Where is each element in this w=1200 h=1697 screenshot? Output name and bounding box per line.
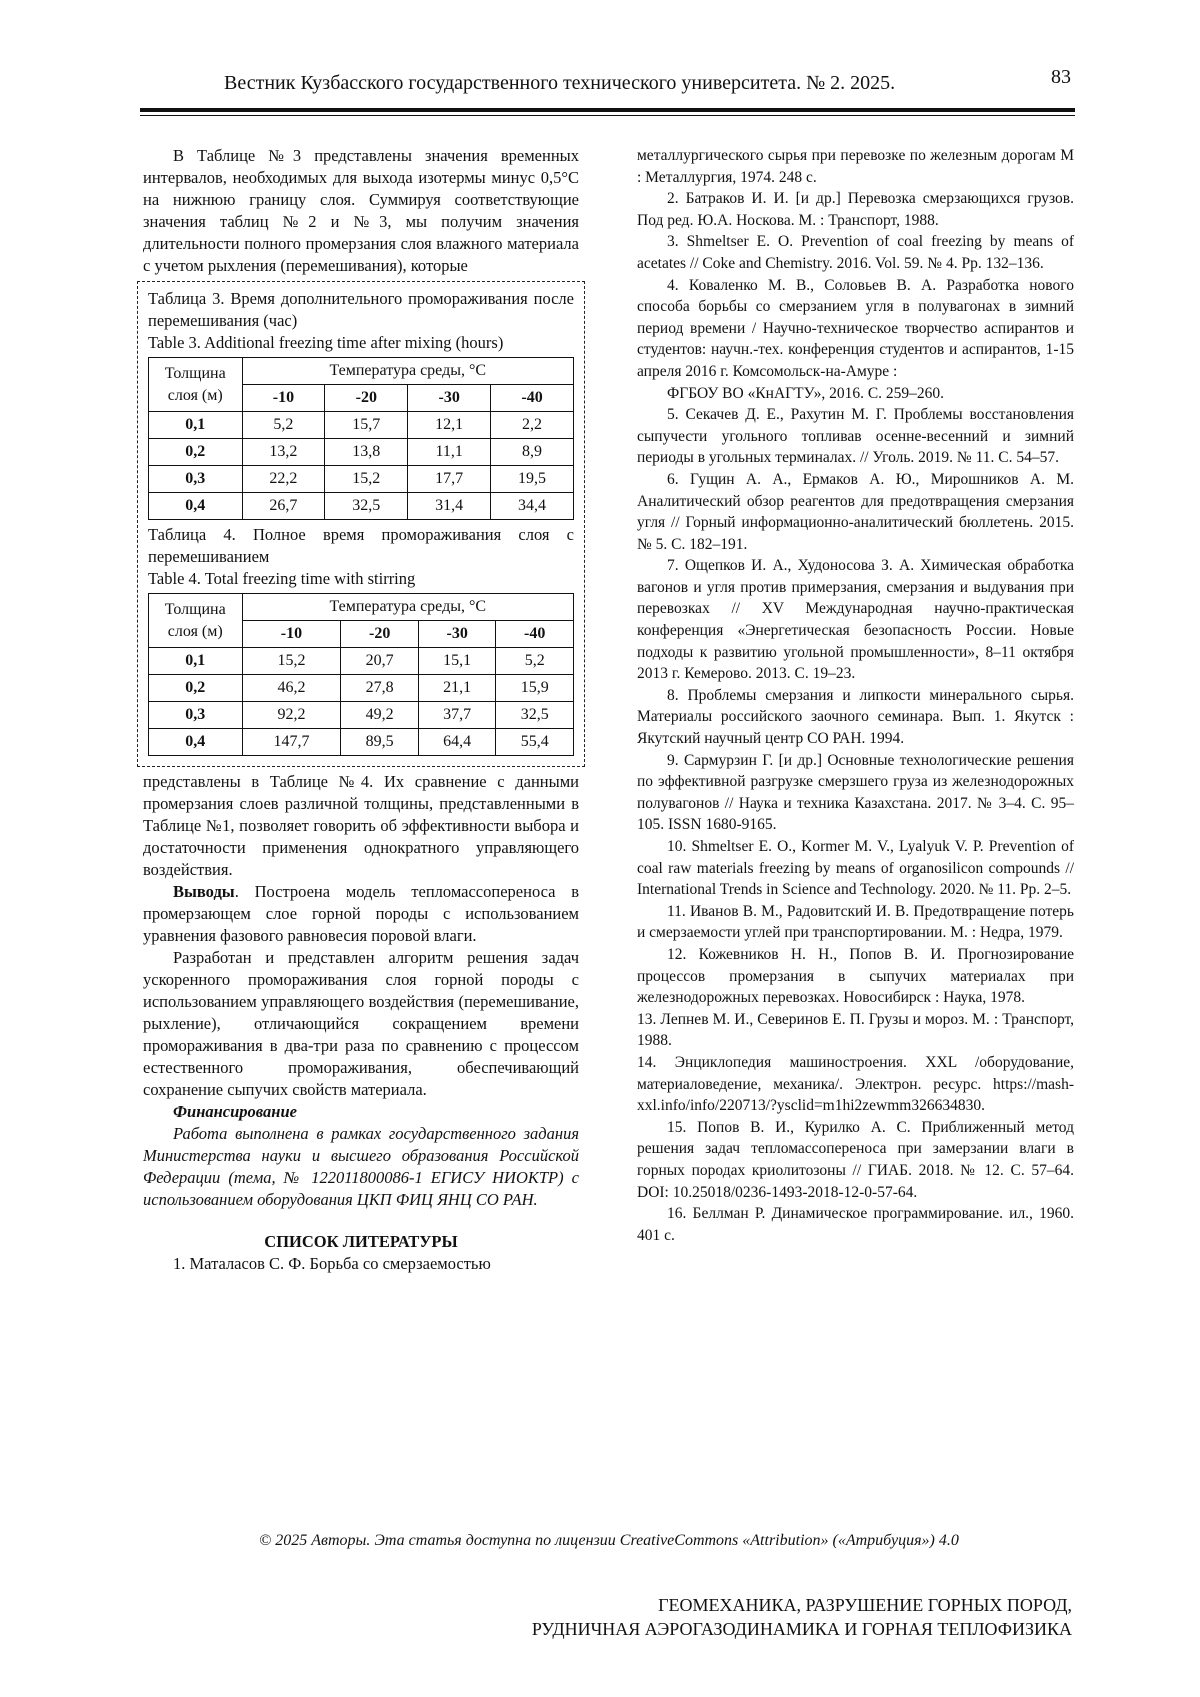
table4-cell: 92,2 <box>242 702 341 729</box>
paragraph-intro: В Таблице №3 представлены значения временных интервалов, необходимых для выхода изотермы минус 0,5°С на нижнюю границу слоя. Суммируя соответствующие значения таблиц №2 и №3, мы получим значения длительности полного промерзания слоя влажного материала с учетом рыхления (перемешивания), которые <box>143 145 579 277</box>
table3-temp: -30 <box>408 385 491 412</box>
table-row <box>149 675 574 702</box>
page-header <box>140 70 1075 120</box>
table3-cell: 32,5 <box>325 493 408 520</box>
footer-line-1: ГЕОМЕХАНИКА, РАЗРУШЕНИЕ ГОРНЫХ ПОРОД, <box>532 1593 1072 1617</box>
table4-cell: 49,2 <box>341 702 419 729</box>
reference-item: 9. Сармурзин Г. [и др.] Основные технологические решения по эффективной разгрузке смерзшего груза из железнодорожных полувагонов // Наука и техника Казахстана. 2017. № 3–4. С. 95–105. ISSN 1680-9165. <box>637 750 1074 836</box>
reference-item: 4. Коваленко М. В., Соловьев В. А. Разработка нового способа борьбы со смерзанием угля в полувагонах в зимний период времени / Научно-техническое творчество аспирантов и студентов: научн.-тех. конференция студентов и аспирантов, 1-15 апреля 2016 г. Комсомольск-на-Амуре : <box>637 275 1074 383</box>
table3-layer: 0,1 <box>149 412 243 439</box>
conclusions-text: . Построена модель тепломассопереноса в промерзающем слое горной породы с использованием уравнения фазового равновесия поровой влаги. <box>143 882 579 945</box>
reference-item: 14. Энциклопедия машиностроения. XXL /оборудование, материаловедение, механика/. Электрон. ресурс. https://mash-xxl.info/info/220713/?ysclid=m1hi2zewmm326634830. <box>637 1052 1074 1117</box>
table4-cell: 55,4 <box>496 729 574 756</box>
table3-cell: 34,4 <box>491 493 574 520</box>
table4-temp-header: Температура среды, °С <box>242 594 574 621</box>
table-row <box>149 729 574 756</box>
table3-caption-ru: Таблица 3. Время дополнительного промораживания после перемешивания (час) <box>148 288 574 332</box>
table3-layer: 0,3 <box>149 466 243 493</box>
reference-item: 2. Батраков И. И. [и др.] Перевозка смерзающихся грузов. Под ред. Ю.А. Носкова. М. : Транспорт, 1988. <box>637 188 1074 231</box>
table4-temp: -10 <box>242 621 341 648</box>
table-row <box>149 412 574 439</box>
table3-cell: 17,7 <box>408 466 491 493</box>
table3-layer-header: Толщина слоя (м) <box>149 358 243 412</box>
right-column <box>637 145 1074 1246</box>
table4-caption-ru: Таблица 4. Полное время промораживания слоя с перемешиванием <box>148 524 574 568</box>
table3-cell: 13,8 <box>325 439 408 466</box>
license-line: © 2025 Авторы. Эта статья доступна по лицензии CreativeCommons «Attribution» («Атрибуция») 4.0 <box>143 1532 1075 1550</box>
table4-layer: 0,4 <box>149 729 243 756</box>
reference-item: 5. Секачев Д. Е., Рахутин М. Г. Проблемы восстановления сыпучести угольного топливав осенне-весенний и зимний периоды в угольных терминалах. // Уголь. 2019. № 11. С. 54–57. <box>637 404 1074 469</box>
table4-cell: 147,7 <box>242 729 341 756</box>
reference-item: 7. Ощепков И. А., Худоносова З. А. Химическая обработка вагонов и угля против примерзания, смерзания и выдувания при перевозках // XV Международная научно-практическая конференция «Энергетическая безопасность России. Новые подходы к развитию угольной промышленности», 8–11 октября 2013 г. Кемерово. 2013. С. 19–23. <box>637 555 1074 685</box>
reference-item: 10. Shmeltser E. O., Kormer M. V., Lyalyuk V. P. Prevention of coal raw materials freezing by means of organosilicon compounds // International Trends in Science and Technology. 2020. № 11. Pp. 2–5. <box>637 836 1074 901</box>
table4 <box>148 593 574 756</box>
table4-layer: 0,3 <box>149 702 243 729</box>
table4-cell: 37,7 <box>418 702 496 729</box>
table3-cell: 19,5 <box>491 466 574 493</box>
paragraph-conclusions <box>143 881 579 947</box>
table3-cell: 15,7 <box>325 412 408 439</box>
table3-cell: 12,1 <box>408 412 491 439</box>
table4-layer: 0,1 <box>149 648 243 675</box>
table4-temp: -30 <box>418 621 496 648</box>
table4-temp: -40 <box>496 621 574 648</box>
references-title: СПИСОК ЛИТЕРАТУРЫ <box>143 1231 579 1253</box>
table3-cell: 5,2 <box>242 412 325 439</box>
reference-item: 6. Гущин А. А., Ермаков А. Ю., Мирошников А. М. Аналитический обзор реагентов для предотвращения смерзания угля // Горный информационно-аналитический бюллетень. 2015. № 5. С. 182–191. <box>637 469 1074 555</box>
table3-temp: -40 <box>491 385 574 412</box>
table4-cell: 15,2 <box>242 648 341 675</box>
table4-layer: 0,2 <box>149 675 243 702</box>
reference-item: ФГБОУ ВО «КнАГТУ», 2016. С. 259–260. <box>637 383 1074 405</box>
reference-item: 1. Маталасов С. Ф. Борьба со смерзаемостью <box>143 1253 579 1275</box>
table4-cell: 20,7 <box>341 648 419 675</box>
table4-cell: 27,8 <box>341 675 419 702</box>
reference-item: 15. Попов В. И., Курилко А. С. Приближенный метод решения задач тепломассопереноса при замерзании влаги в горных породах криолитозоны // ГИАБ. 2018. № 12. С. 57–64. DOI: 10.25018/0236-1493-2018-12-0-57-64. <box>637 1117 1074 1203</box>
conclusions-label: Выводы <box>173 882 235 901</box>
header-rule-thick <box>140 108 1075 112</box>
paragraph-algorithm: Разработан и представлен алгоритм решения задач ускоренного промораживания слоя горной породы с использованием управляющего воздействия (перемешивание, рыхление), отличающийся сокращением времени промораживания в два-три раза по сравнению с процессом естественного промораживания, обеспечивающий сохранение сыпучих свойств материала. <box>143 947 579 1101</box>
left-column <box>143 145 579 1275</box>
table3-cell: 8,9 <box>491 439 574 466</box>
section-footer <box>532 1593 1072 1641</box>
table3-cell: 15,2 <box>325 466 408 493</box>
table4-cell: 32,5 <box>496 702 574 729</box>
table4-cell: 89,5 <box>341 729 419 756</box>
table4-cell: 5,2 <box>496 648 574 675</box>
table-row <box>149 493 574 520</box>
table3-cell: 22,2 <box>242 466 325 493</box>
reference-item: 16. Беллман Р. Динамическое программирование. ил., 1960. 401 с. <box>637 1203 1074 1246</box>
table3-layer: 0,4 <box>149 493 243 520</box>
table3-temp-header: Температура среды, °С <box>242 358 574 385</box>
table-row <box>149 439 574 466</box>
funding-text: Работа выполнена в рамках государственного задания Министерства науки и высшего образования Российской Федерации (тема, № 122011800086-1 ЕГИСУ НИОКТР) с использованием оборудования ЦКП ФИЦ ЯНЦ СО РАН. <box>143 1123 579 1211</box>
reference-item: 11. Иванов В. М., Радовитский И. В. Предотвращение потерь и смерзаемости углей при транспортировании. М. : Недра, 1979. <box>637 901 1074 944</box>
reference-item: 8. Проблемы смерзания и липкости минерального сырья. Материалы российского заочного семинара. Вып. 1. Якутск : Якутский научный центр СО РАН. 1994. <box>637 685 1074 750</box>
table-row <box>149 702 574 729</box>
funding-title: Финансирование <box>143 1101 579 1123</box>
journal-title: Вестник Кузбасского государственного технического университета. № 2. 2025. <box>224 72 895 95</box>
footer-line-2: РУДНИЧНАЯ АЭРОГАЗОДИНАМИКА И ГОРНАЯ ТЕПЛОФИЗИКА <box>532 1617 1072 1641</box>
table3-temp: -20 <box>325 385 408 412</box>
reference-item: 12. Кожевников Н. Н., Попов В. И. Прогнозирование процессов промерзания в сыпучих материалах при железнодорожных перевозках. Новосибирск : Наука, 1978. <box>637 944 1074 1009</box>
table-row <box>149 466 574 493</box>
paragraph-comparison: представлены в Таблице №4. Их сравнение с данными промерзания слоев различной толщины, представленными в Таблице №1, позволяет говорить об эффективности выбора и достаточности применения однократного управляющего воздействия. <box>143 771 579 881</box>
table4-header-row <box>149 594 574 621</box>
reference-item: металлургического сырья при перевозке по железным дорогам М : Металлургия, 1974. 248 с. <box>637 145 1074 188</box>
page-number: 83 <box>1051 66 1071 89</box>
table3-header-row <box>149 358 574 385</box>
table4-layer-header: Толщина слоя (м) <box>149 594 243 648</box>
table-row <box>149 648 574 675</box>
table4-cell: 15,9 <box>496 675 574 702</box>
table4-cell: 21,1 <box>418 675 496 702</box>
table3-cell: 11,1 <box>408 439 491 466</box>
table4-cell: 64,4 <box>418 729 496 756</box>
table3-caption-en: Table 3. Additional freezing time after mixing (hours) <box>148 332 574 354</box>
table3 <box>148 357 574 520</box>
table3-cell: 31,4 <box>408 493 491 520</box>
table4-temp: -20 <box>341 621 419 648</box>
header-rule-thin <box>140 115 1075 116</box>
reference-item: 3. Shmeltser E. O. Prevention of coal freezing by means of acetates // Coke and Chemistry. 2016. Vol. 59. № 4. Pp. 132–136. <box>637 231 1074 274</box>
table3-temp: -10 <box>242 385 325 412</box>
table3-layer: 0,2 <box>149 439 243 466</box>
table3-cell: 2,2 <box>491 412 574 439</box>
table4-caption-en: Table 4. Total freezing time with stirring <box>148 568 574 590</box>
reference-item: 13. Лепнев М. И., Северинов Е. П. Грузы и мороз. М. : Транспорт, 1988. <box>637 1009 1074 1052</box>
table4-cell: 15,1 <box>418 648 496 675</box>
tables-frame <box>137 281 585 767</box>
table4-cell: 46,2 <box>242 675 341 702</box>
table3-cell: 13,2 <box>242 439 325 466</box>
table3-cell: 26,7 <box>242 493 325 520</box>
